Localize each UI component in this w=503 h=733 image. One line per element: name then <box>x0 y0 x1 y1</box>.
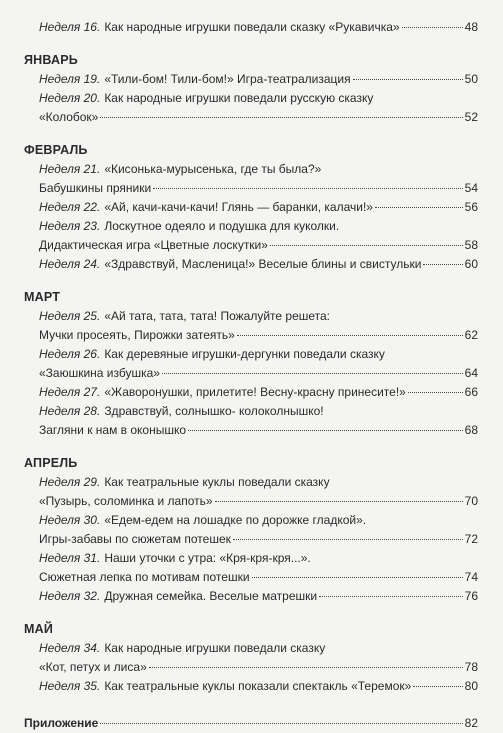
page-number: 72 <box>464 532 478 546</box>
page-number: 76 <box>464 589 478 603</box>
week-label: Неделя 31. <box>39 551 101 565</box>
week-label: Неделя 22. <box>39 200 101 214</box>
week-label: Неделя 34. <box>39 641 101 655</box>
entry-title: «Заюшкина избушка» <box>39 366 160 380</box>
week-label: Неделя 23. <box>39 219 101 233</box>
page-number: 64 <box>464 366 478 380</box>
toc-entry <box>24 70 478 89</box>
toc-entry-continuation <box>24 108 478 127</box>
entry-title: Игры-забавы по сюжетам потешек <box>39 532 231 546</box>
toc-entry <box>24 198 478 217</box>
page-number: 68 <box>464 423 478 437</box>
entry-title: Дидактическая игра «Цветные лоскутки» <box>39 238 268 252</box>
section-gap <box>24 274 478 288</box>
page-number: 74 <box>464 570 478 584</box>
entry-title: Как театральные куклы поведали сказку <box>104 475 330 489</box>
appendix-title: Приложение <box>24 716 99 730</box>
entry-title: Здравствуй, солнышко- колоколнышко! <box>104 404 324 418</box>
dot-leader <box>188 430 463 431</box>
week-label: Неделя 32. <box>39 589 101 603</box>
toc-entry <box>24 473 478 492</box>
dot-leader <box>100 117 462 118</box>
dot-leader <box>237 335 463 336</box>
dot-leader <box>402 27 463 28</box>
week-label: Неделя 27. <box>39 385 101 399</box>
entry-title: Как театральные куклы показали спектакль «Теремок» <box>104 679 412 693</box>
week-label: Неделя 20. <box>39 91 101 105</box>
toc-entry <box>24 587 478 606</box>
toc-entry-continuation <box>24 326 478 345</box>
dot-leader <box>270 245 463 246</box>
week-label: Неделя 19. <box>39 72 101 86</box>
entry-title: «Ай, качи-качи-качи! Глянь — баранки, калачи!» <box>104 200 373 214</box>
toc-entry <box>24 160 478 179</box>
toc-entry-continuation <box>24 364 478 383</box>
page-number: 62 <box>464 328 478 342</box>
section-gap <box>24 440 478 454</box>
dot-leader <box>252 577 463 578</box>
toc-entry-continuation <box>24 492 478 511</box>
dot-leader <box>149 667 463 668</box>
page-number: 78 <box>464 660 478 674</box>
entry-title: Бабушкины пряники <box>39 181 152 195</box>
entry-title: Наши уточки с утра: «Кря-кря-кря...». <box>104 551 311 565</box>
toc-entry <box>24 255 478 274</box>
page-number: 66 <box>464 385 478 399</box>
toc-entry <box>24 677 478 696</box>
entry-title: «Пузырь, соломинка и лапоть» <box>39 494 213 508</box>
dot-leader <box>413 686 462 687</box>
entry-title: Лоскутное одеяло и подушка для куколки. <box>104 219 340 233</box>
page-number: 80 <box>464 679 478 693</box>
toc-entry <box>24 549 478 568</box>
month-heading: АПРЕЛЬ <box>24 456 78 470</box>
week-label: Неделя 29. <box>39 475 101 489</box>
dot-leader <box>375 207 463 208</box>
entry-title: Мучки просеять, Пирожки затеять» <box>39 328 235 342</box>
toc-entry <box>24 639 478 658</box>
entry-title: «Колобок» <box>39 110 99 124</box>
week-label: Неделя 21. <box>39 162 101 176</box>
toc-entry-continuation <box>24 530 478 549</box>
page-number: 50 <box>464 72 478 86</box>
week-label: Неделя 28. <box>39 404 101 418</box>
dot-leader <box>319 596 463 597</box>
week-label: Неделя 25. <box>39 309 101 323</box>
toc-entry <box>24 307 478 326</box>
dot-leader <box>233 539 463 540</box>
week-label: Неделя 24. <box>39 257 101 271</box>
entry-title: Как деревяные игрушки-дергунки поведали сказку <box>104 347 385 361</box>
week-label: Неделя 35. <box>39 679 101 693</box>
entry-title: Загляни к нам в оконышко <box>39 423 187 437</box>
toc-entry-appendix <box>24 714 478 733</box>
page-number: 82 <box>464 716 478 730</box>
entry-title: Как народные игрушки поведали сказку «Рукавичка» <box>104 20 400 34</box>
entry-title: Как народные игрушки поведали сказку <box>104 641 326 655</box>
dot-leader <box>153 188 462 189</box>
page-number: 70 <box>464 494 478 508</box>
table-of-contents <box>24 18 478 733</box>
toc-entry-continuation <box>24 179 478 198</box>
month-heading: МАЙ <box>24 622 54 636</box>
entry-title: «Кисонька-мурысенька, где ты была?» <box>104 162 322 176</box>
section-gap <box>24 127 478 141</box>
toc-entry-continuation <box>24 568 478 587</box>
entry-title: «Едем-едем на лошадке по дорожке гладкой». <box>104 513 367 527</box>
toc-entry <box>24 89 478 108</box>
week-label: Неделя 26. <box>39 347 101 361</box>
dot-leader <box>408 392 463 393</box>
toc-entry <box>24 383 478 402</box>
month-heading: МАРТ <box>24 290 61 304</box>
month-heading: ФЕВРАЛЬ <box>24 143 88 157</box>
toc-entry <box>24 217 478 236</box>
page-number: 52 <box>464 110 478 124</box>
toc-entry <box>24 511 478 530</box>
month-heading: ЯНВАРЬ <box>24 53 78 67</box>
page-number: 54 <box>464 181 478 195</box>
entry-title: «Здравствуй, Масленица!» Веселые блины и свистульки <box>104 257 422 271</box>
toc-entry <box>24 345 478 364</box>
week-label: Неделя 16. <box>39 20 101 34</box>
page-number: 60 <box>464 257 478 271</box>
dot-leader <box>100 723 462 724</box>
entry-title: «Жаворонушки, прилетите! Весну-красну принесите!» <box>104 385 406 399</box>
dot-leader <box>215 501 463 502</box>
toc-entry-continuation <box>24 658 478 677</box>
entry-title: «Кот, петух и лиса» <box>39 660 147 674</box>
entry-title: Сюжетная лепка по мотивам потешки <box>39 570 250 584</box>
section-gap <box>24 37 478 51</box>
toc-entry-continuation <box>24 236 478 255</box>
week-label: Неделя 30. <box>39 513 101 527</box>
page-number: 58 <box>464 238 478 252</box>
entry-title: Дружная семейка. Веселые матрешки <box>104 589 318 603</box>
entry-title: Как народные игрушки поведали русскую сказку <box>104 91 374 105</box>
dot-leader <box>162 373 463 374</box>
toc-entry <box>24 18 478 37</box>
page-number: 48 <box>464 20 478 34</box>
toc-entry-continuation <box>24 421 478 440</box>
dot-leader <box>353 79 463 80</box>
dot-leader <box>423 264 462 265</box>
section-gap <box>24 606 478 620</box>
page-number: 56 <box>464 200 478 214</box>
toc-entry <box>24 402 478 421</box>
entry-title: «Ай тата, тата, тата! Пожалуйте решета: <box>104 309 331 323</box>
entry-title: «Тили-бом! Тили-бом!» Игра-театрализация <box>104 72 351 86</box>
